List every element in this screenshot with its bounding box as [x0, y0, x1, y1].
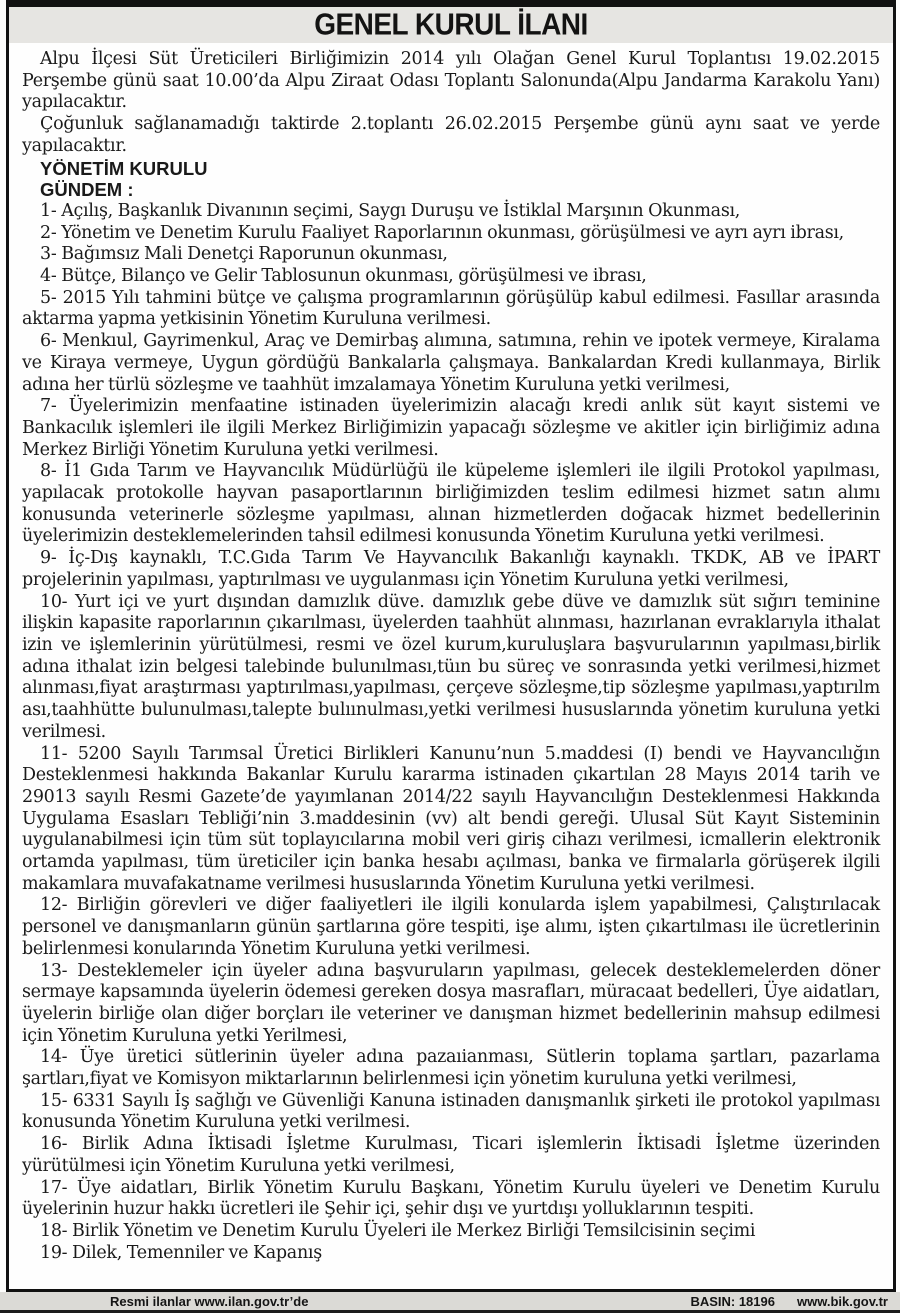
footer-bar	[0, 1292, 900, 1313]
agenda-item: 1- Açılış, Başkanlık Divanının seçimi, Saygı Duruşu ve İstiklal Marşının Okunması,	[40, 200, 741, 221]
agenda-item: 10- Yurt içi ve yurt dışından damızlık düve. damızlık gebe düve ve damızlık süt sığırı teminine ilişkin kapasite raporlarının çıkarılması, üyelerden taahhüt alınması, hazırlanan evraklarıyla ithalat izin ve işlemlerinin yürütülmesi, resmi ve özel kurum,kuruluşlara başvurularının yapılması,birlik adına ithalat izin belgesi talebinde bulunılması,tüın bu süreç ve sonrasında yetki verilmesi,hizmet alınması,fiyat araştırması yaptırılması,yapılması, çerçeve sözleşme,tip sözleşme yapılması,yaptırılm ası,taahhütte bulunulması,talepte bulıınulması,yetki verilmesi hususlarında yönetim kuruluna yetki verilmesi.	[22, 591, 880, 742]
page-title: GENEL KURUL İLANI	[314, 7, 588, 42]
agenda-item: 8- İ1 Gıda Tarım ve Hayvancılık Müdürlüğü ile küpeleme işlemleri ile ilgili Protokol yapılması, yapılacak protokolle hayvan pasaportlarının birliğimizden teslim edilmesi hizmet satın alımı konusunda veterinerle sözleşme yapılması, alınan hizmetlerden doğacak hizmet bedellerinin üyelerimizin desteklemelerinden tahsil edilmesi konusunda Yönetim Kuruluna yetki verilmesi.	[22, 461, 880, 547]
announcement-box	[6, 0, 896, 1292]
announcement-body	[9, 43, 893, 1264]
agenda-item: 2- Yönetim ve Denetim Kurulu Faaliyet Raporlarının okunması, görüşülmesi ve ayrı ayrı ibrası,	[40, 222, 844, 243]
official-ads-label: Resmi ilanlar www.ilan.gov.tr’de	[110, 1293, 309, 1309]
agenda-item: 17- Üye aidatları, Birlik Yönetim Kurulu Başkanı, Yönetim Kurulu üyeleri ve Denetim Kurulu üyelerinin huzur hakkı ücretleri ile Şehir içi, şehir dışı ve yurtdışı yolluklarının tespiti.	[22, 1177, 880, 1220]
agenda-item: 18- Birlik Yönetim ve Denetim Kurulu Üyeleri ile Merkez Birliği Temsilcisinin seçimi	[40, 1220, 756, 1241]
agenda-item: 15- 6331 Sayılı İş sağlığı ve Güvenliği Kanuna istinaden danışmanlık şirketi ile protokol yapılması konusunda Yönetim Kuruluna yetki verilmesi.	[22, 1090, 880, 1133]
basin-number: BASIN: 18196	[690, 1293, 775, 1309]
agenda-item: 12- Birliğin görevleri ve diğer faaliyetleri ile ilgili konularda işlem yapabilmesi, Çalıştırılacak personel ve danışmanların günün şartlarına göre tespiti, işe alımı, işten çıkartılması ile ücretlerinin belirlenmesi konularında Yönetim Kuruluna yetki verilmesi.	[22, 895, 880, 959]
agenda-item: 4- Bütçe, Bilanço ve Gelir Tablosunun okunması, görüşülmesi ve ibrası,	[40, 266, 647, 287]
title-band	[9, 7, 893, 43]
bik-url: www.bik.gov.tr	[796, 1293, 888, 1309]
agenda-item: 7- Üyelerimizin menfaatine istinaden üyelerimizin alacağı kredi anlık süt kayıt sistemi ve Bankacılık işlemleri ile ilgili Merkez Birliğimizin yapacağı sözleşme ve akitler için birliğimiz adına Merkez Birliği Yönetim Kuruluna yetki verilmesi.	[22, 396, 880, 460]
agenda-item: 14- Üye üretici sütlerinin üyeler adına pazaıianması, Sütlerin toplama şartları, pazarlama şartları,fiyat ve Komisyon miktarlarının belirlenmesi için yönetim kuruluna yetki verilmesi,	[22, 1047, 880, 1090]
agenda-item: 11- 5200 Sayılı Tarımsal Üretici Birlikleri Kanunu’nun 5.maddesi (I) bendi ve Hayvancılığın Desteklenmesi hakkında Bakanlar Kurulu kararma istinaden çıkartılan 28 Mayıs 2014 tarih ve 29013 sayılı Resmi Gazete’de yayımlanan 2014/22 sayılı Hayvancılığın Desteklenmesi Hakkında Uygulama Esasları Tebliği’nin 3.maddesinin (vv) alt bendi gereği. Ulusal Süt Kayıt Sisteminin uygulanabilmesi için tüm süt toplayıcılarına mobil veri giriş cihazı verilmesi, icmallerin elektronik ortamda yapılması, tüm üreticiler için banka hesabı açılması, banka ve firmalarla görüşerek ilgili makamlara muvafakatname verilmesi hususlarında Yönetim Kuruluna yetki verilmesi.	[22, 743, 880, 894]
agenda-item: 9- İç-Dış kaynaklı, T.C.Gıda Tarım Ve Hayvancılık Bakanlığı kaynaklı. TKDK, AB ve İPART projelerinin yapılması, yaptırılması ve uygulanması için Yönetim Kuruluna yetki verilmesi,	[22, 548, 880, 590]
intro-paragraph: Çoğunluk sağlanamadığı taktirde 2.toplantı 26.02.2015 Perşembe günü aynı saat ve yerde yapılacaktır.	[22, 114, 880, 156]
agenda-item: 3- Bağımsız Mali Denetçi Raporunun okunması,	[40, 244, 448, 265]
footer-right-group	[690, 1294, 888, 1309]
agenda-item: 6- Menkıul, Gayrimenkul, Araç ve Demirbaş alımına, satımına, rehin ve ipotek vermeye, Kiralama ve Kiraya vermeye, Uygun gördüğü Bankalarla çalışmaya. Bankalardan Kredi kullanmaya, Birlik adına her türlü sözleşme ve taahhüt imzalamaya Yönetim Kuruluna yetki verilmesi,	[22, 331, 880, 395]
agenda-label: GÜNDEM :	[40, 179, 134, 201]
agenda-item: 13- Desteklemeler için üyeler adına başvuruların yapılması, gelecek desteklemelerden döner sermaye kapsamında üyelerin ödemesi gereken dosya masrafları, müracaat bedelleri, Üye aidatları, üyelerin birliğe olan diğer borçları ile veteriner ve danışman hizmet bedellerinin mahsup edilmesi için Yönetim Kuruluna yetki Yerilmesi,	[22, 960, 880, 1046]
board-label: YÖNETİM KURULU	[40, 157, 208, 179]
agenda-item: 16- Birlik Adına İktisadi İşletme Kurulması, Ticari işlemlerin İktisadi İşletme üzerinden yürütülmesi için Yönetim Kuruluna yetki verilmesi,	[22, 1134, 880, 1176]
agenda-item: 19- Dilek, Temenniler ve Kapanış	[40, 1242, 322, 1263]
agenda-item: 5- 2015 Yılı tahmini bütçe ve çalışma programlarının görüşülüp kabul edilmesi. Fasıllar arasında aktarma yapma yetkisinin Yönetim Kuruluna verilmesi.	[22, 287, 880, 330]
intro-paragraph: Alpu İlçesi Süt Üreticileri Birliğimizin 2014 yılı Olağan Genel Kurul Toplantısı 19.02.2015 Perşembe günü saat 10.00’da Alpu Ziraat Odası Toplantı Salonunda(Alpu Jandarma Karakolu Yanı) yapılacaktır.	[22, 49, 880, 113]
